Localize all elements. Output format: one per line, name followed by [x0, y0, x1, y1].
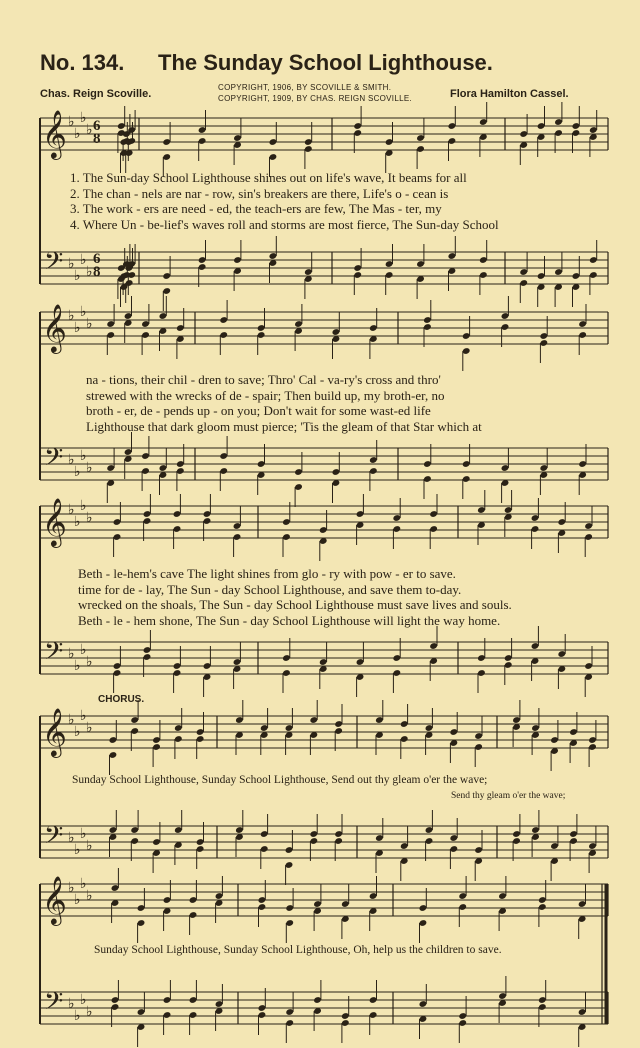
time-sig-top-bass: 6: [93, 251, 101, 267]
flat-sign-icon: ♭: [68, 880, 75, 896]
verse-line: Lighthouse that dark gloom must pierce; 'Tis the gleam of that Star which at: [86, 418, 482, 434]
bass-time-signature: [93, 253, 101, 279]
treble-clef-icon: 𝄞: [42, 497, 67, 546]
verse-lyrics-system-2: [86, 372, 626, 434]
treble-clef-icon: 𝄞: [42, 707, 67, 756]
flat-sign-icon: ♭: [74, 724, 81, 740]
time-sig-bottom: 8: [93, 131, 101, 147]
treble-clef-icon: 𝄞: [42, 875, 67, 924]
flat-sign-icon: ♭: [80, 876, 87, 892]
flat-sign-icon: ♭: [74, 464, 81, 480]
verse-line: Beth - le-hem's cave The light shines from glo - ry with pow - er to save.: [78, 566, 456, 581]
verse-line: 1. The Sun-day School Lighthouse shines out on life's wave, It beams for all: [70, 170, 467, 185]
composer-credit: Chas. Reign Scoville.: [40, 88, 152, 100]
time-sig-top: 6: [93, 118, 101, 134]
bass-clef-icon: 𝄢: [44, 247, 64, 282]
verse-line: 2. The chan - nels are nar - row, sin's breakers are there, Life's o - cean is: [70, 185, 449, 201]
flat-sign-icon: ♭: [68, 308, 75, 324]
flat-sign-icon: ♭: [86, 460, 93, 476]
flat-sign-icon: ♭: [80, 110, 87, 126]
chorus-echo-line: Send thy gleam o'er the wave;: [451, 791, 566, 801]
flat-sign-icon: ♭: [80, 826, 87, 842]
chorus-line-2: Sunday School Lighthouse, Sunday School Lighthouse, Oh, help us the children to save.: [94, 944, 502, 956]
flat-sign-icon: ♭: [74, 842, 81, 858]
flat-sign-icon: ♭: [68, 646, 75, 662]
flat-sign-icon: ♭: [68, 830, 75, 846]
verse-lyrics-system-1: [70, 170, 610, 232]
flat-sign-icon: ♭: [68, 712, 75, 728]
flat-sign-icon: ♭: [80, 642, 87, 658]
verse-line: broth - er, de - pends up - on you; Don't wait for some wast-ed life: [86, 403, 431, 418]
bass-clef-icon: 𝄢: [44, 637, 64, 672]
flat-sign-icon: ♭: [86, 316, 93, 332]
flat-sign-icon: ♭: [80, 252, 87, 268]
copyright-line-1: COPYRIGHT, 1906, BY SCOVILLE & SMITH.: [218, 83, 392, 92]
verse-line: strewed with the wrecks of de - spair; Then build up, my broth-er, no: [86, 387, 445, 403]
treble-clef-icon: 𝄞: [42, 109, 67, 158]
flat-sign-icon: ♭: [86, 510, 93, 526]
verse-line: na - tions, their chil - dren to save; Thro' Cal - va-ry's cross and thro': [86, 372, 441, 387]
verse-line: 3. The work - ers are need - ed, the teach-ers are few, The Mas - ter, my: [70, 201, 442, 216]
flat-sign-icon: ♭: [68, 256, 75, 272]
verse-line: time for de - lay, The Sun - day School Lighthouse, and save them to-day.: [78, 581, 462, 597]
chorus-line-1: Sunday School Lighthouse, Sunday School Lighthouse, Send out thy gleam o'er the wave;: [72, 774, 488, 786]
verse-line: wrecked on the shoals, The Sun - day School Lighthouse must save lives and souls.: [78, 597, 512, 612]
flat-sign-icon: ♭: [80, 304, 87, 320]
time-sig-bottom-bass: 8: [93, 264, 101, 280]
flat-sign-icon: ♭: [74, 320, 81, 336]
flat-sign-icon: ♭: [80, 448, 87, 464]
flat-sign-icon: ♭: [86, 654, 93, 670]
bass-clef-icon: 𝄢: [44, 443, 64, 478]
flat-sign-icon: ♭: [86, 264, 93, 280]
flat-sign-icon: ♭: [86, 720, 93, 736]
treble-time-signature: [93, 120, 101, 146]
flat-sign-icon: ♭: [74, 658, 81, 674]
flat-sign-icon: ♭: [74, 892, 81, 908]
flat-sign-icon: ♭: [74, 268, 81, 284]
verse-lyrics-system-3: [78, 566, 618, 628]
flat-sign-icon: ♭: [80, 708, 87, 724]
flat-sign-icon: ♭: [74, 514, 81, 530]
flat-sign-icon: ♭: [68, 452, 75, 468]
verse-line: Beth - le - hem shone, The Sun - day School Lighthouse will light the way home.: [78, 612, 501, 628]
flat-sign-icon: ♭: [86, 122, 93, 138]
flat-sign-icon: ♭: [68, 996, 75, 1012]
flat-sign-icon: ♭: [86, 1004, 93, 1020]
author-credit: Flora Hamilton Cassel.: [450, 88, 569, 100]
flat-sign-icon: ♭: [86, 838, 93, 854]
flat-sign-icon: ♭: [80, 498, 87, 514]
treble-clef-icon: 𝄞: [42, 303, 67, 352]
flat-sign-icon: ♭: [80, 992, 87, 1008]
verse-line: 4. Where Un - be-lief's waves roll and storms are most fierce, The Sun-day School: [70, 216, 499, 232]
flat-sign-icon: ♭: [86, 888, 93, 904]
flat-sign-icon: ♭: [68, 114, 75, 130]
bass-clef-icon: 𝄢: [44, 987, 64, 1022]
flat-sign-icon: ♭: [74, 1008, 81, 1024]
flat-sign-icon: ♭: [74, 126, 81, 142]
chorus-label: CHORUS.: [98, 694, 145, 705]
flat-sign-icon: ♭: [68, 502, 75, 518]
hymn-number: No. 134.: [40, 50, 125, 75]
hymn-title: The Sunday School Lighthouse.: [158, 50, 493, 75]
bass-clef-icon: 𝄢: [44, 821, 64, 856]
copyright-line-2: COPYRIGHT, 1909, BY CHAS. REIGN SCOVILLE.: [218, 94, 412, 103]
